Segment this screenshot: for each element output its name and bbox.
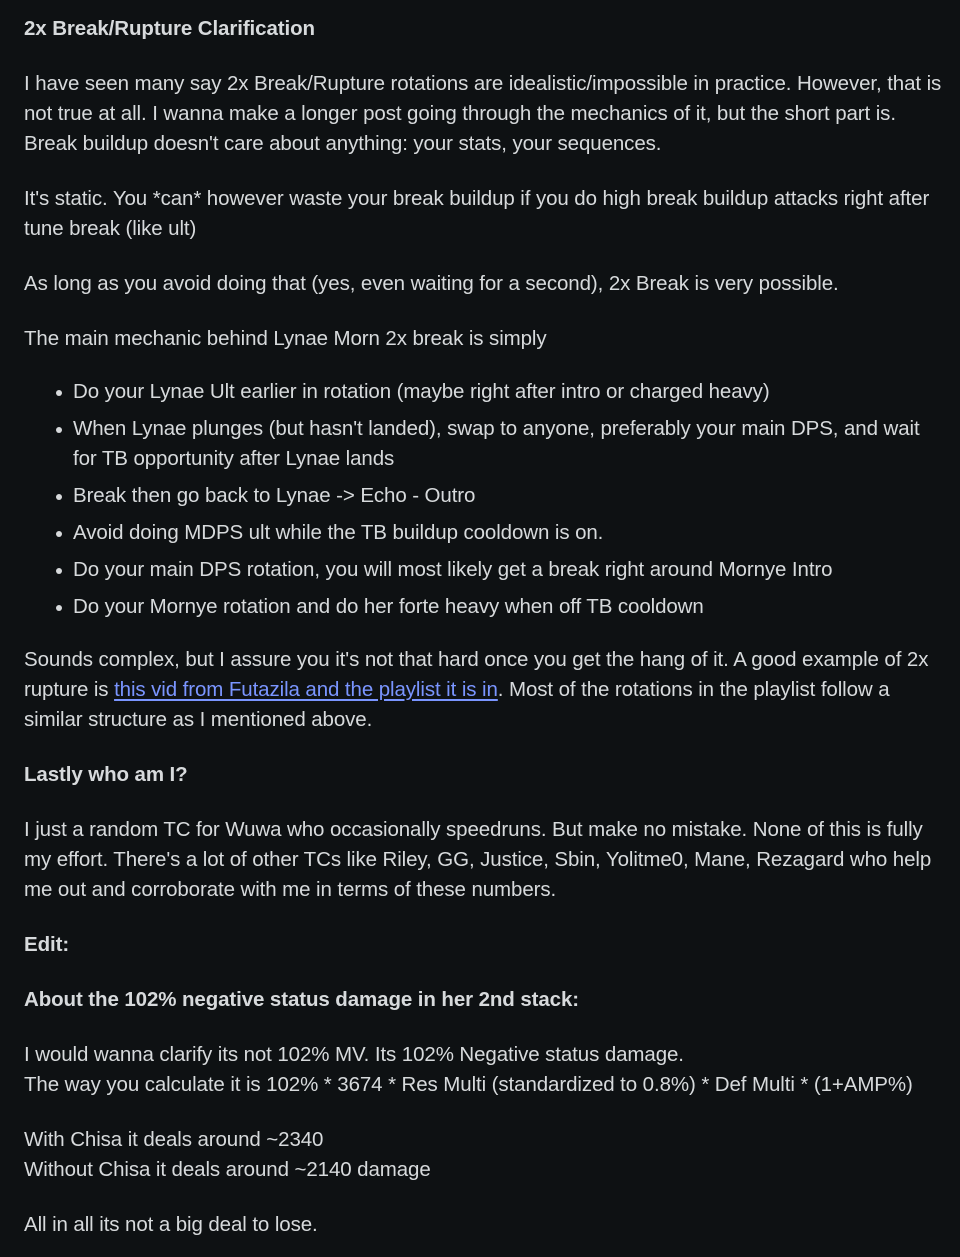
rotation-steps-list [24, 377, 944, 622]
list-item: Break then go back to Lynae -> Echo - Outro [73, 481, 944, 511]
list-item: Do your Lynae Ult earlier in rotation (maybe right after intro or charged heavy) [73, 377, 944, 407]
post-title: 2x Break/Rupture Clarification [24, 17, 315, 40]
playlist-video-link[interactable]: this vid from Futazila and the playlist it is in [114, 678, 498, 701]
paragraph-static: It's static. You *can* however waste your break buildup if you do high break buildup attacks right after tune break (like ult) [24, 187, 930, 240]
heading-negative-status: About the 102% negative status damage in her 2nd stack: [24, 988, 579, 1011]
paragraph-example-text-after: . Most of the rotations in the playlist follow a similar structure as I mentioned above. [24, 678, 890, 731]
calculation-line-2: The way you calculate it is 102% * 3674 * Res Multi (standardized to 0.8%) * Def Multi * (1+AMP%) [24, 1073, 913, 1096]
heading-who-am-i: Lastly who am I? [24, 763, 188, 786]
heading-edit: Edit: [24, 933, 70, 956]
list-item: Avoid doing MDPS ult while the TB buildup cooldown is on. [73, 518, 944, 548]
paragraph-mechanic: The main mechanic behind Lynae Morn 2x break is simply [24, 327, 547, 350]
paragraph-example [24, 645, 944, 735]
damage-without-chisa: Without Chisa it deals around ~2140 damage [24, 1158, 431, 1181]
paragraph-conclusion: All in all its not a big deal to lose. [24, 1213, 318, 1236]
paragraph-damage-values [24, 1125, 944, 1185]
list-item: When Lynae plunges (but hasn't landed), swap to anyone, preferably your main DPS, and wait for TB opportunity after Lynae lands [73, 414, 944, 474]
paragraph-avoid: As long as you avoid doing that (yes, even waiting for a second), 2x Break is very possible. [24, 272, 839, 295]
calculation-line-1: I would wanna clarify its not 102% MV. Its 102% Negative status damage. [24, 1043, 684, 1066]
paragraph-example-text-before: Sounds complex, but I assure you it's not that hard once you get the hang of it. A good example of 2x rupture is [24, 648, 929, 701]
paragraph-calculation [24, 1040, 944, 1100]
damage-with-chisa: With Chisa it deals around ~2340 [24, 1128, 324, 1151]
list-item: Do your main DPS rotation, you will most likely get a break right around Mornye Intro [73, 555, 944, 585]
list-item: Do your Mornye rotation and do her forte heavy when off TB cooldown [73, 592, 944, 622]
paragraph-about-author: I just a random TC for Wuwa who occasionally speedruns. But make no mistake. None of this is fully my effort. There's a lot of other TCs like Riley, GG, Justice, Sbin, Yolitme0, Mane, Rezagard who help me out and corroborate with me in terms of these numbers. [24, 818, 932, 901]
paragraph-intro: I have seen many say 2x Break/Rupture rotations are idealistic/impossible in practice. However, that is not true at all. I wanna make a longer post going through the mechanics of it, but the short part is. Break buildup doesn't care about anything: your stats, your sequences. [24, 72, 942, 155]
